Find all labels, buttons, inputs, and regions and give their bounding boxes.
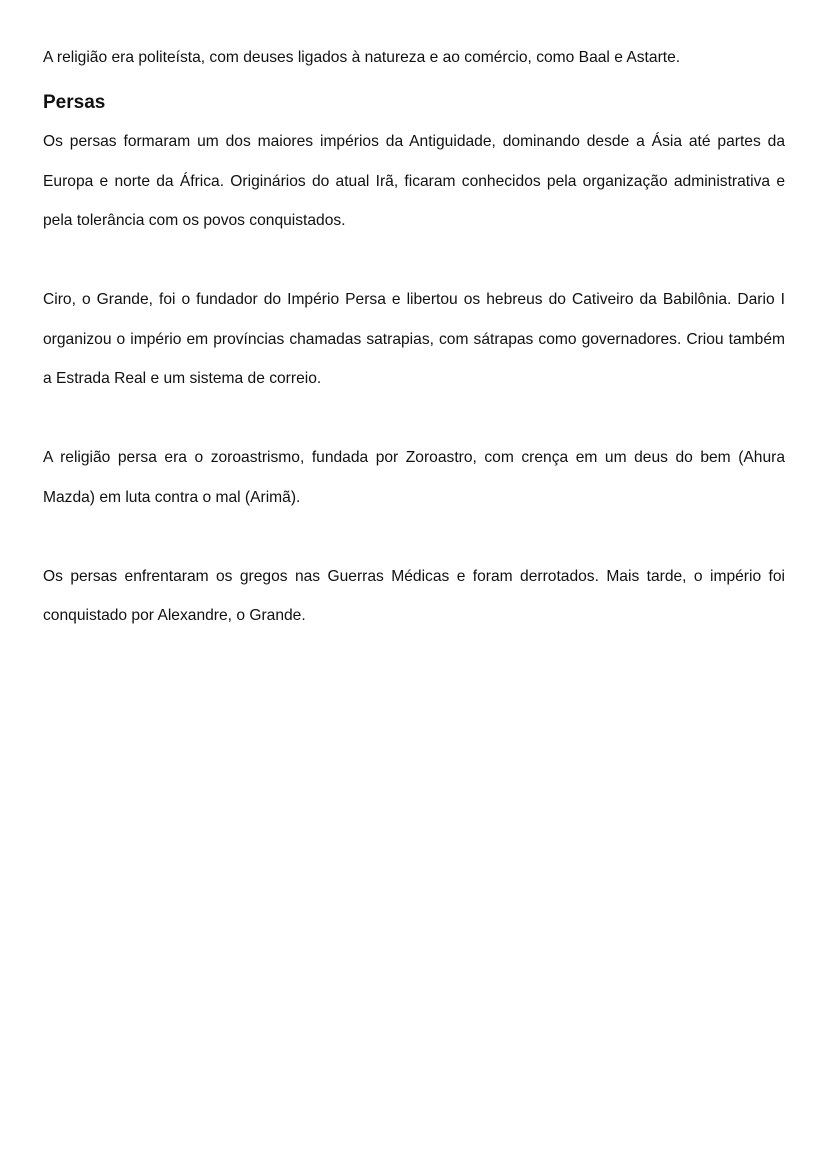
intro-paragraph: A religião era politeísta, com deuses ligados à natureza e ao comércio, como Baal e Astarte. [43,49,681,66]
paragraph-wars: Os persas enfrentaram os gregos nas Guerras Médicas e foram derrotados. Mais tarde, o império foi conquistado por Alexandre, o Grande. [43,567,785,624]
paragraph-rulers: Ciro, o Grande, foi o fundador do Império Persa e libertou os hebreus do Cativeiro da Babilônia. Dario I organizou o império em províncias chamadas satrapias, com sátrapas como governadores. Criou também a Estrada Real e um sistema de correio. [43,291,785,387]
paragraph-religion: A religião persa era o zoroastrismo, fundada por Zoroastro, com crença em um deus do bem (Ahura Mazda) em luta contra o mal (Arimã). [43,449,785,506]
document-page [43,45,785,636]
section-heading: Persas [43,92,106,113]
paragraph-overview: Os persas formaram um dos maiores impérios da Antiguidade, dominando desde a Ásia até partes da Europa e norte da África. Originários do atual Irã, ficaram conhecidos pela organização administrativa e pela tolerância com os povos conquistados. [43,133,785,229]
